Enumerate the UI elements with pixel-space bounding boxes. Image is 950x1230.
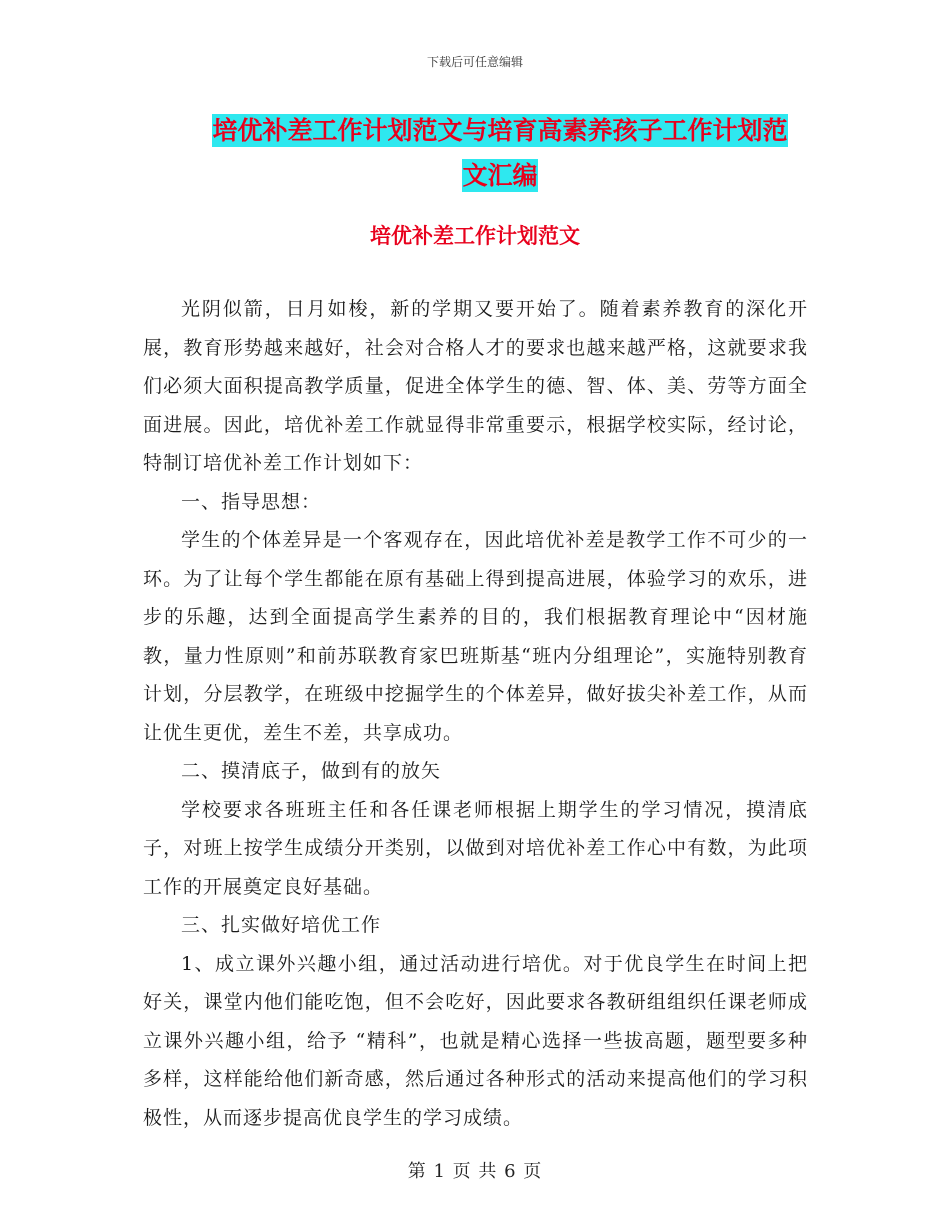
paragraph-interest-groups: 1、成立课外兴趣小组，通过活动进行培优。对于优良学生在时间上把好关，课堂内他们能吃饱，但不会吃好，因此要求各教研组组织任课老师成立课外兴趣小组，给予 “精科”，也就是精心选择一些拔高题，题型要多种多样，这样能给他们新奇感，然后通过各种形式的活动来提高他们的学习积极性，从而逐步提高优良学生的学习成绩。 — [143, 952, 808, 1129]
title-line-2: 文汇编 — [462, 161, 538, 190]
paragraph-know-the-basis: 学校要求各班班主任和各任课老师根据上期学生的学习情况，摸清底子，对班上按学生成绩分开类别，以做到对培优补差工作心中有数，为此项工作的开展奠定良好基础。 — [143, 798, 808, 898]
paragraph-intro: 光阴似箭，日月如梭，新的学期又要开始了。随着素养教育的深化开展，教育形势越来越好，社会对合格人才的要求也越来越严格，这就要求我们必须大面积提高教学质量，促进全体学生的德、智、体、美、劳等方面全面进展。因此，培优补差工作就显得非常重要示，根据学校实际，经讨论，特制订培优补差工作计划如下： — [143, 298, 808, 474]
title-line-1: 培优补差工作计划范文与培育高素养孩子工作计划范 — [212, 116, 788, 145]
heading-cultivate-excellence: 三、扎实做好培优工作 — [181, 914, 382, 936]
header-note: 下载后可任意编辑 — [426, 55, 523, 69]
heading-know-the-basis: 二、摸清底子，做到有的放矢 — [181, 760, 442, 782]
heading-guiding-idea: 一、指导思想： — [181, 490, 322, 513]
document-title — [140, 108, 860, 198]
body-text — [143, 290, 808, 1137]
paragraph-guiding-idea: 学生的个体差异是一个客观存在，因此培优补差是教学工作不可少的一环。为了让每个学生都能在原有基础上得到提高进展，体验学习的欢乐，进步的乐趣，达到全面提高学生素养的目的，我们根据教育理论中“因材施教，量力性原则”和前苏联教育家巴班斯基“班内分组理论”，实施特别教育计划，分层教学，在班级中挖掘学生的个体差异，做好拔尖补差工作，从而让优生更优，差生不差，共享成功。 — [143, 529, 808, 744]
section-title: 培优补差工作计划范文 — [370, 223, 580, 248]
page-number-footer: 第 1 页 共 6 页 — [407, 1161, 543, 1182]
